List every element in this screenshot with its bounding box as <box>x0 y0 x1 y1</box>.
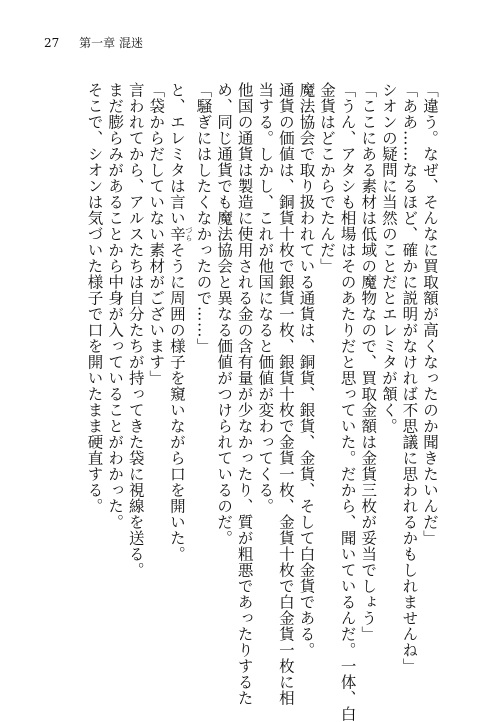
text-line: 「ああ……なるほど、確かに説明がなければ不思議に思われるかもしれませんね」 <box>400 82 419 674</box>
page-number: 27 <box>44 36 60 50</box>
vertical-body-text <box>84 82 440 722</box>
text-line: 当する。しかし、これが他国になると価値が変わってくる。 <box>256 82 275 514</box>
text-line: め、同じ通貨でも魔法協会と異なる価値がつけられているのだ。 <box>215 82 234 546</box>
chapter-title: 混迷 <box>118 36 143 50</box>
text-line: シオンの疑問に当然のことだとエレミタが頷く。 <box>379 82 398 434</box>
text-line: 「騒ぎにはしたくなかったので……」 <box>194 82 213 354</box>
text-line: 通貨の価値は、銅貨十枚で銀貨一枚、銀貨十枚で金貨一枚、金貨十枚で白金貨一枚に相 <box>276 82 295 706</box>
text-line: 「うん、アタシも相場はそのあたりだと思っていた。だから、聞いているんだ。一体、白 <box>338 82 357 722</box>
text-segment: と、エレミタは言い <box>167 82 186 226</box>
text-line: まだ膨らみがあることから中身が入っていることがわかった。 <box>106 82 125 530</box>
ruby-base: 辛 <box>167 226 186 242</box>
text-line: 「袋からだしていない素材がございます」 <box>147 82 166 386</box>
text-line: 言われてから、アルスたちは自分たちが持ってきた袋に視線を送る。 <box>126 82 145 578</box>
ruby-reading: づら <box>184 226 193 242</box>
text-line-with-ruby <box>166 82 193 692</box>
running-header <box>44 36 143 50</box>
text-line: 「ここにある素材は低域の魔物なので、買取金額は金貨三枚が妥当でしょう」 <box>359 82 378 642</box>
text-line: 魔法協会で取り扱われている通貨は、銅貨、銀貨、金貨、そして白金貨である。 <box>297 82 316 658</box>
text-line: 金貨はどこからでたんだ」 <box>318 82 337 274</box>
text-line: 他国の通貨は製造に使用される金の含有量が少なかったり、質が粗悪であったりするた <box>235 82 254 706</box>
ruby-word <box>167 226 193 242</box>
text-segment: そうに周囲の様子を窺いながら口を開いた。 <box>167 242 186 562</box>
chapter-label: 第一章 <box>79 36 116 50</box>
text-line: そこで、シオンは気づいた様子で口を開いたまま硬直する。 <box>85 82 104 514</box>
text-line: 「違う。なぜ、そんなに買取額が高くなったのか聞きたいんだ」 <box>421 82 439 546</box>
